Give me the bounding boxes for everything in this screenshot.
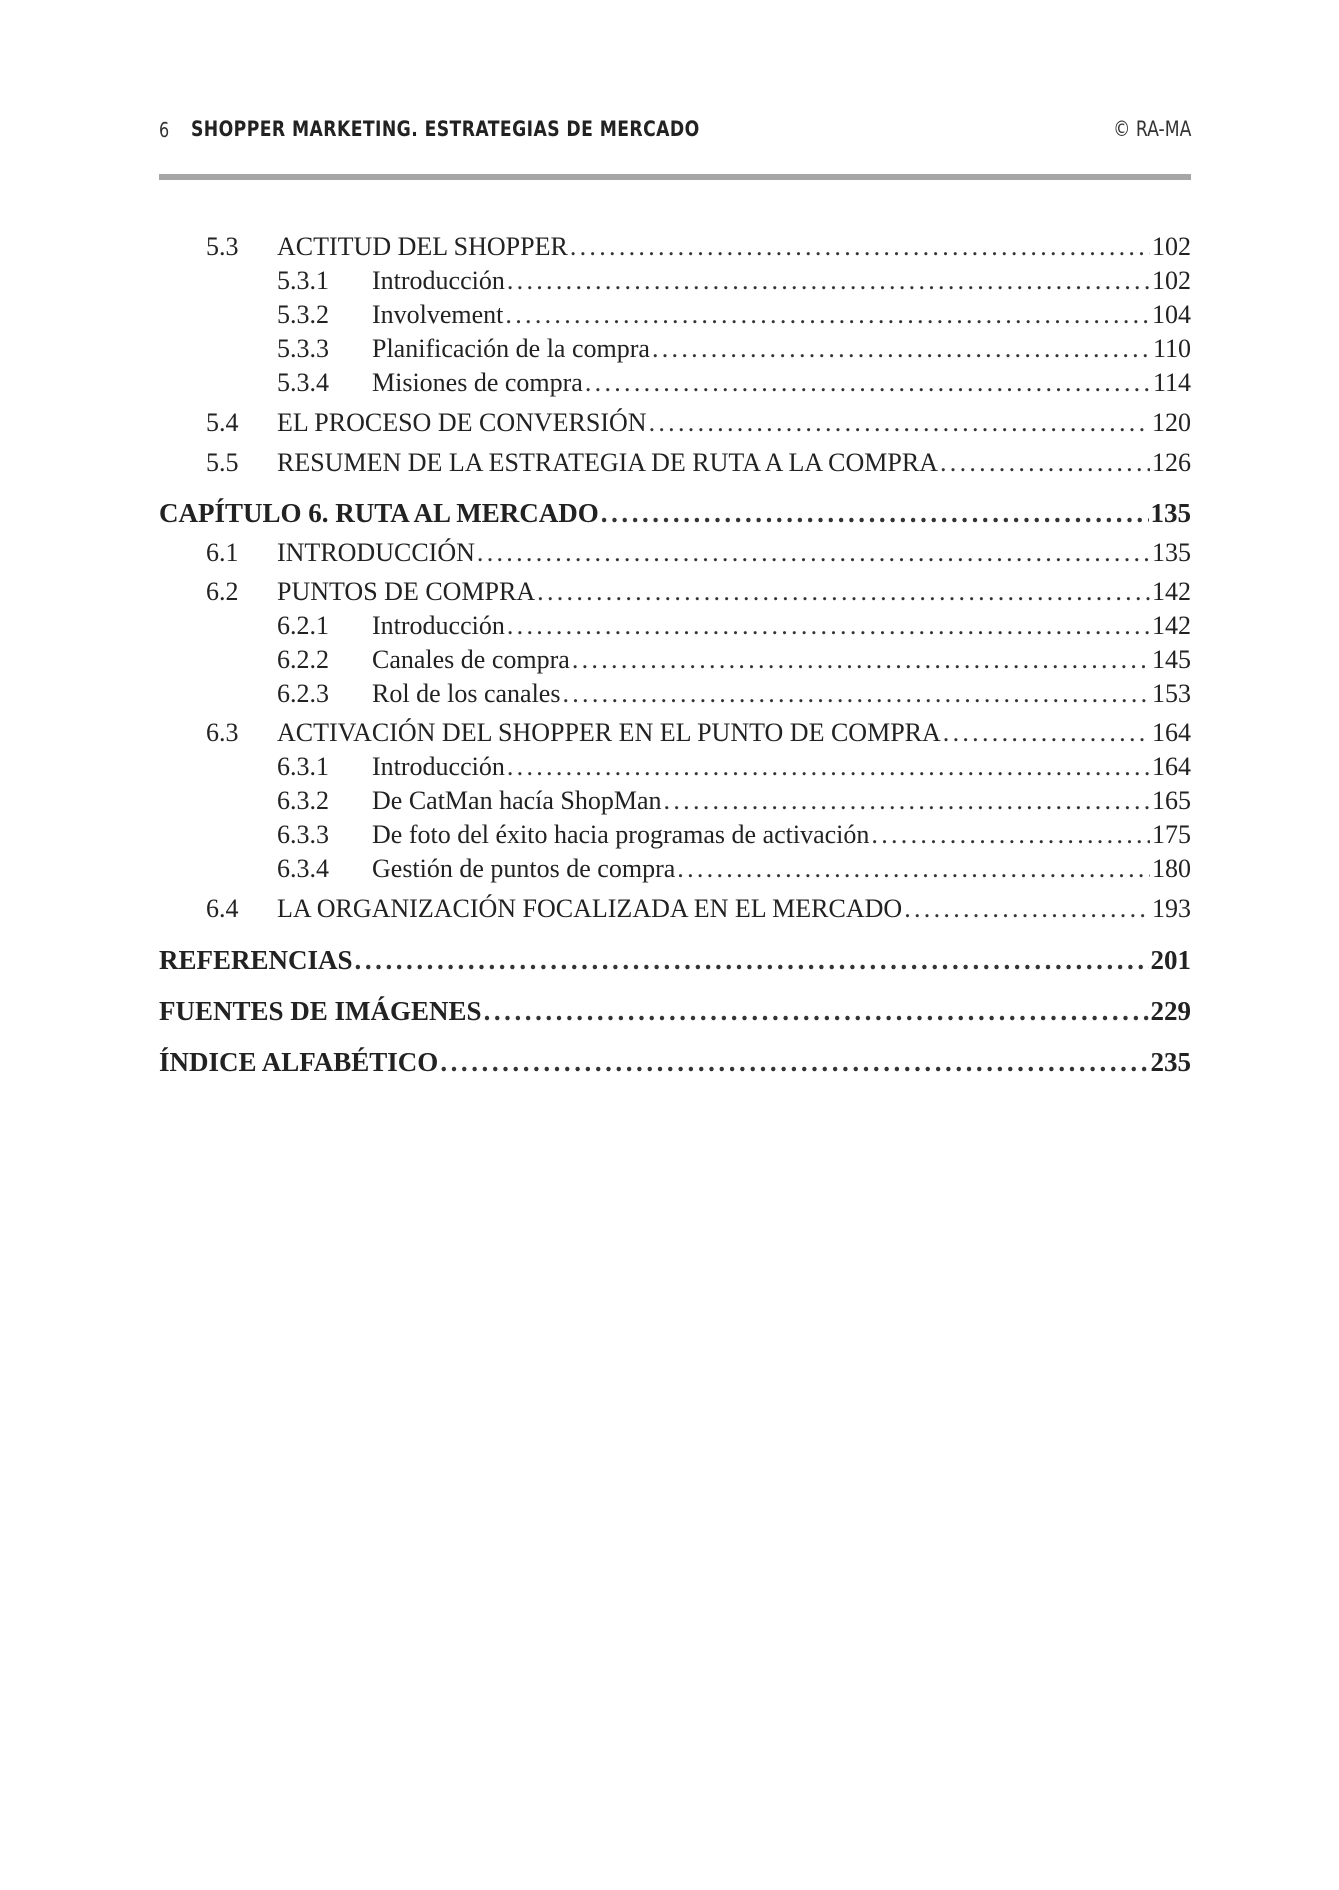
toc-entry-number: 6.2 [206, 577, 239, 606]
dot-leader [664, 784, 1150, 818]
header-page-number: 6 [159, 118, 170, 142]
toc-entry-line [277, 892, 1191, 926]
toc-entry-line [372, 643, 1191, 677]
toc-entry-title: De foto del éxito hacia programas de activación [372, 818, 871, 852]
toc-entry-title: LA ORGANIZACIÓN FOCALIZADA EN EL MERCADO [277, 892, 904, 926]
toc-entry-number: 5.3.4 [277, 368, 329, 397]
toc-entry-page: 110 [1151, 332, 1191, 366]
toc-entry-number: 5.5 [206, 448, 239, 477]
header-book-title: SHOPPER MARKETING. ESTRATEGIAS DE MERCADO [191, 117, 700, 141]
toc-entry-number: 6.2.2 [277, 645, 329, 674]
toc-entry-page: 126 [1150, 446, 1191, 480]
toc-entry-number: 6.2.3 [277, 679, 329, 708]
toc-entry-title: FUENTES DE IMÁGENES [159, 996, 482, 1026]
toc-entry-number: 6.4 [206, 894, 239, 923]
dot-leader [507, 264, 1150, 298]
toc-entry-page: 102 [1150, 264, 1191, 298]
toc-entry-title: Rol de los canales [372, 677, 562, 711]
toc-entry-number: 6.1 [206, 538, 239, 567]
toc-entry-page: 201 [1150, 945, 1191, 975]
toc-entry-number: 6.3.3 [277, 820, 329, 849]
toc-entry-number: 6.3.1 [277, 752, 329, 781]
dot-leader [943, 716, 1150, 750]
toc-entry-number: 5.3.1 [277, 266, 329, 295]
toc-entry[interactable] [159, 366, 1191, 400]
toc-entry-page: 114 [1151, 366, 1191, 400]
toc-entry[interactable] [159, 994, 1191, 1028]
toc-entry-line [372, 750, 1191, 784]
toc-entry[interactable] [159, 264, 1191, 298]
toc-entry-line [277, 716, 1191, 750]
toc-entry-page: 135 [1150, 536, 1191, 570]
dot-leader [570, 230, 1150, 264]
toc-entry-title: De CatMan hacía ShopMan [372, 784, 664, 818]
toc-entry-number: 6.3 [206, 718, 239, 747]
header-divider [159, 174, 1191, 180]
toc-entry-number: 6.3.4 [277, 854, 329, 883]
toc-entry-title: Gestión de puntos de compra [372, 852, 677, 886]
toc-entry-title: Planificación de la compra [372, 332, 652, 366]
dot-leader [537, 575, 1150, 609]
toc-entry-title: INTRODUCCIÓN [277, 536, 477, 570]
dot-leader [904, 892, 1150, 926]
toc-entry-line [372, 332, 1191, 366]
toc-entry[interactable] [159, 852, 1191, 886]
toc-entry[interactable] [159, 784, 1191, 818]
toc-entry-title: ACTIVACIÓN DEL SHOPPER EN EL PUNTO DE COMPRA [277, 716, 943, 750]
dot-leader [871, 818, 1150, 852]
toc-entry-line [159, 943, 1191, 977]
toc-entry-line [372, 852, 1191, 886]
dot-leader [477, 536, 1150, 570]
toc-entry-number: 6.3.2 [277, 786, 329, 815]
toc-entry-line [372, 366, 1191, 400]
toc-entry[interactable] [159, 496, 1191, 530]
toc-entry-page: 164 [1150, 750, 1191, 784]
toc-entry-title: Introducción [372, 264, 507, 298]
toc-entry-page: 235 [1150, 1047, 1191, 1077]
dot-leader [507, 609, 1150, 643]
toc-entry[interactable] [159, 643, 1191, 677]
toc-entry-line [372, 818, 1191, 852]
toc-entry-line [277, 536, 1191, 570]
toc-entry-page: 175 [1150, 818, 1191, 852]
toc-entry[interactable] [159, 332, 1191, 366]
toc-entry-page: 193 [1150, 892, 1191, 926]
toc-entry-line [277, 446, 1191, 480]
toc-entry-title: ÍNDICE ALFABÉTICO [159, 1047, 439, 1077]
dot-leader [652, 332, 1151, 366]
toc-entry-line [277, 406, 1191, 440]
toc-entry-page: 120 [1150, 406, 1191, 440]
toc-entry-page: 180 [1150, 852, 1191, 886]
toc-entry-number: 6.2.1 [277, 611, 329, 640]
toc-entry[interactable] [159, 298, 1191, 332]
header-publisher: © RA-MA [1112, 117, 1191, 141]
toc-entry[interactable] [159, 750, 1191, 784]
dot-leader [484, 994, 1149, 1028]
toc-entry[interactable] [159, 446, 1191, 480]
dot-leader [677, 852, 1150, 886]
toc-entry-page: 104 [1150, 298, 1191, 332]
dot-leader [562, 677, 1150, 711]
toc-entry-number: 5.3 [206, 232, 239, 261]
toc-entry-page: 135 [1150, 498, 1191, 528]
toc-entry[interactable] [159, 609, 1191, 643]
toc-entry-page: 102 [1150, 230, 1191, 264]
toc-entry[interactable] [159, 892, 1191, 926]
toc-entry-page: 164 [1150, 716, 1191, 750]
toc-entry-line [372, 784, 1191, 818]
toc-entry-title: EL PROCESO DE CONVERSIÓN [277, 406, 649, 440]
toc-entry-page: 229 [1150, 996, 1191, 1026]
toc-entry-title: PUNTOS DE COMPRA [277, 575, 537, 609]
toc-entry-line [159, 496, 1191, 530]
toc-entry-line [372, 677, 1191, 711]
toc-entry-title: CAPÍTULO 6. RUTA AL MERCADO [159, 498, 599, 528]
toc-entry[interactable] [159, 677, 1191, 711]
dot-leader [507, 750, 1150, 784]
dot-leader [355, 943, 1149, 977]
toc-entry-line [372, 609, 1191, 643]
toc-entry-line [372, 264, 1191, 298]
toc-entry-title: ACTITUD DEL SHOPPER [277, 230, 570, 264]
toc-entry[interactable] [159, 818, 1191, 852]
toc-entry[interactable] [159, 406, 1191, 440]
toc-entry-title: Introducción [372, 750, 507, 784]
toc-entry-title: RESUMEN DE LA ESTRATEGIA DE RUTA A LA COMPRA [277, 446, 940, 480]
toc-entry[interactable] [159, 716, 1191, 750]
toc-entry-page: 145 [1150, 643, 1191, 677]
toc-entry-page: 142 [1150, 609, 1191, 643]
toc-entry-page: 165 [1150, 784, 1191, 818]
toc-entry-title: Introducción [372, 609, 507, 643]
toc-entry[interactable] [159, 536, 1191, 570]
toc-entry-line [277, 230, 1191, 264]
toc-entry-title: Misiones de compra [372, 366, 585, 400]
dot-leader [940, 446, 1150, 480]
dot-leader [585, 366, 1151, 400]
toc-entry-title: REFERENCIAS [159, 945, 353, 975]
toc-entry-number: 5.4 [206, 408, 239, 437]
toc-entry[interactable] [159, 230, 1191, 264]
dot-leader [649, 406, 1150, 440]
toc-entry-line [159, 994, 1191, 1028]
toc-entry-line [159, 1045, 1191, 1079]
toc-entry-number: 5.3.2 [277, 300, 329, 329]
dot-leader [572, 643, 1150, 677]
toc-entry[interactable] [159, 1045, 1191, 1079]
toc-entry-number: 5.3.3 [277, 334, 329, 363]
running-header [159, 112, 1191, 152]
toc-entry[interactable] [159, 575, 1191, 609]
toc-entry-title: Involvement [372, 298, 505, 332]
toc-entry-page: 142 [1150, 575, 1191, 609]
toc-entry-line [372, 298, 1191, 332]
toc-entry[interactable] [159, 943, 1191, 977]
toc-entry-line [277, 575, 1191, 609]
dot-leader [440, 1045, 1148, 1079]
dot-leader [601, 496, 1149, 530]
toc-entry-title: Canales de compra [372, 643, 572, 677]
toc-entry-page: 153 [1150, 677, 1191, 711]
dot-leader [505, 298, 1150, 332]
